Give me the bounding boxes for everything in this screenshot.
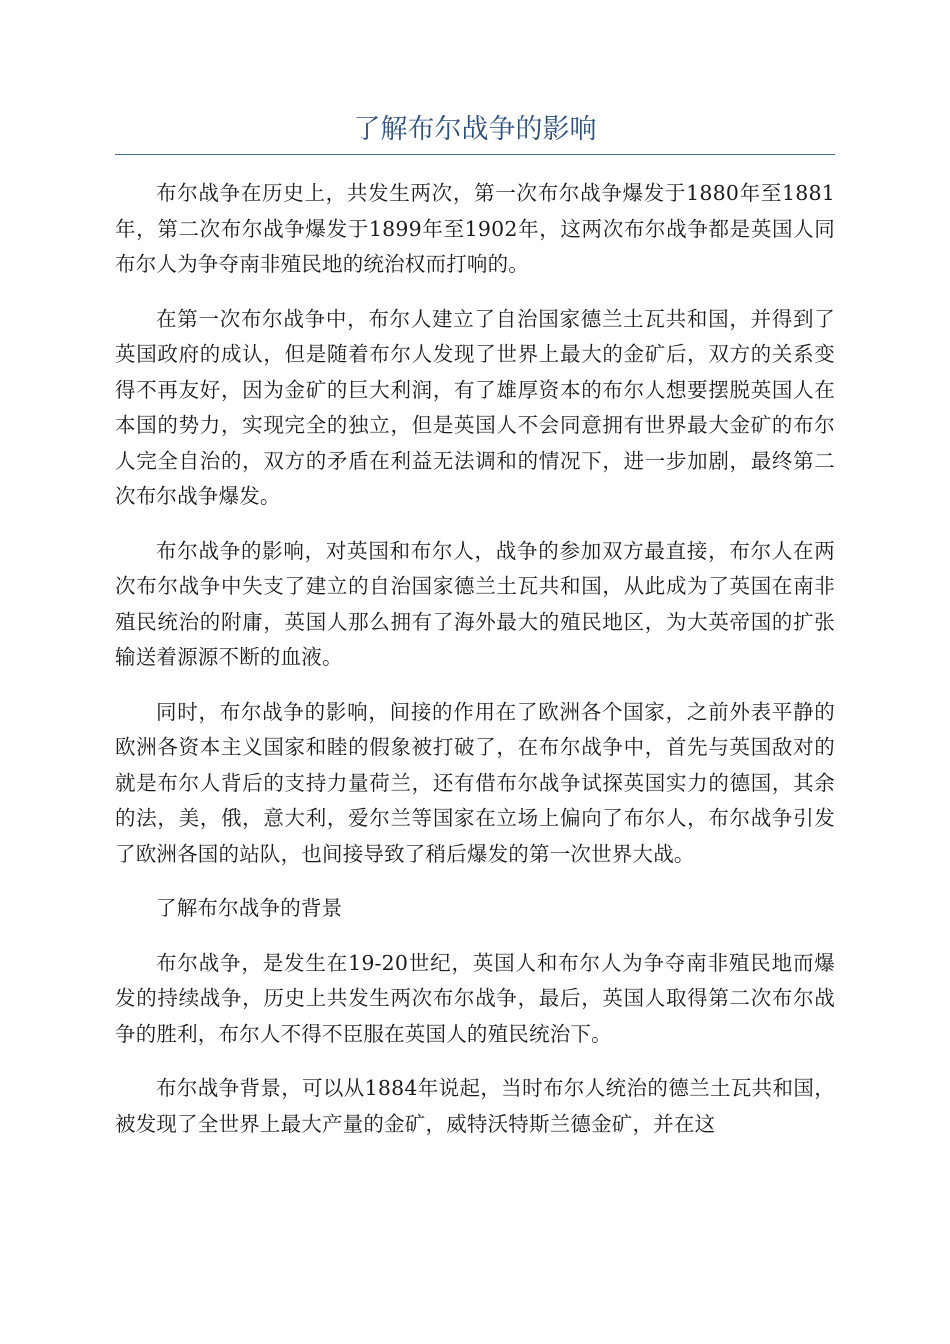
paragraph-4: 同时，布尔战争的影响，间接的作用在了欧洲各个国家，之前外表平静的欧洲各资本主义国家和睦的假象被打破了，在布尔战争中，首先与英国敌对的就是布尔人背后的支持力量荷兰，还有借布尔战争试探英国实力的德国，其余的法，美，俄，意大利，爱尔兰等国家在立场上偏向了布尔人，布尔战争引发了欧洲各国的站队，也间接导致了稍后爆发的第一次世界大战。 — [115, 699, 835, 866]
paragraph-6: 布尔战争背景，可以从1884年说起，当时布尔人统治的德兰土瓦共和国，被发现了全世界上最大产量的金矿，威特沃特斯兰德金矿，并在这 — [115, 1076, 835, 1136]
paragraph-5: 布尔战争，是发生在19-20世纪，英国人和布尔人为争夺南非殖民地而爆发的持续战争，历史上共发生两次布尔战争，最后，英国人取得第二次布尔战争的胜利，布尔人不得不臣服在英国人的殖民统治下。 — [115, 950, 835, 1046]
paragraph-1: 布尔战争在历史上，共发生两次，第一次布尔战争爆发于1880年至1881年，第二次布尔战争爆发于1899年至1902年，这两次布尔战争都是英国人同布尔人为争夺南非殖民地的统治权而打响的。 — [115, 181, 835, 276]
document-body — [115, 176, 835, 1161]
paragraph-2: 在第一次布尔战争中，布尔人建立了自治国家德兰土瓦共和国，并得到了英国政府的成认，但是随着布尔人发现了世界上最大的金矿后，双方的关系变得不再友好，因为金矿的巨大利润，有了雄厚资本的布尔人想要摆脱英国人在本国的势力，实现完全的独立，但是英国人不会同意拥有世界最大金矿的布尔人完全自治的，双方的矛盾在利益无法调和的情况下，进一步加剧，最终第二次布尔战争爆发。 — [115, 306, 835, 508]
paragraph-3: 布尔战争的影响，对英国和布尔人，战争的参加双方最直接，布尔人在两次布尔战争中失支了建立的自治国家德兰土瓦共和国，从此成为了英国在南非殖民统治的附庸，英国人那么拥有了海外最大的殖民地区，为大英帝国的扩张输送着源源不断的血液。 — [115, 538, 835, 669]
document-title: 了解布尔战争的影响 — [353, 114, 597, 145]
section-subheading: 了解布尔战争的背景 — [156, 896, 343, 920]
title-underline — [115, 154, 835, 155]
